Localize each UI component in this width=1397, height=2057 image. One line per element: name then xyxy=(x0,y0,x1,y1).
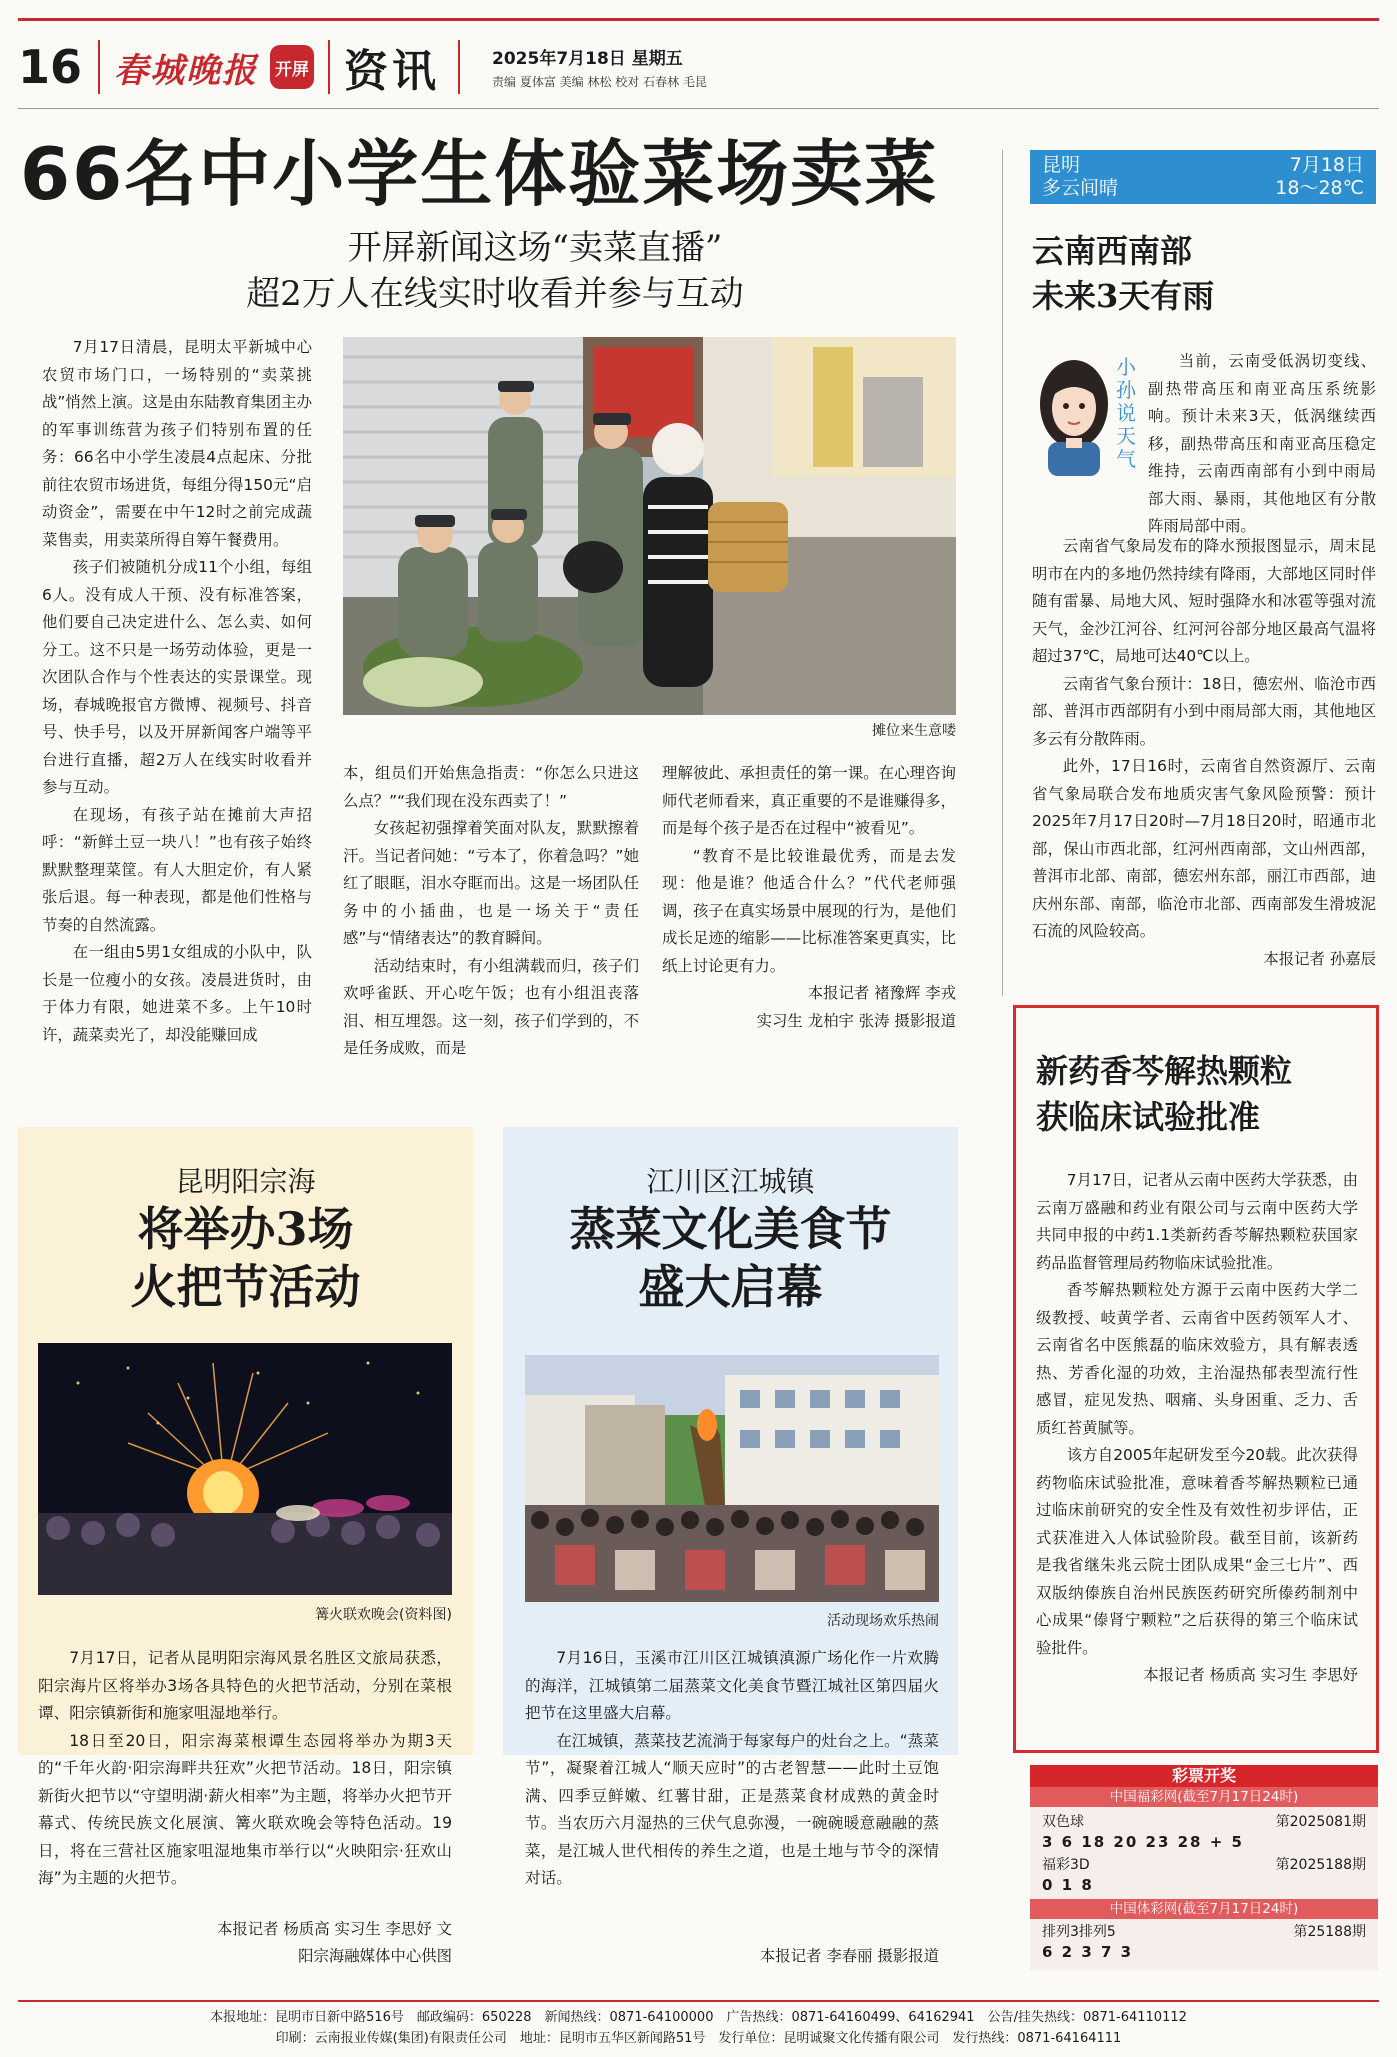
torch-title-2: 火把节活动 xyxy=(130,1260,361,1314)
footer-line-1: 本报地址：昆明市日新中路516号 邮政编码：650228 新闻热线：0871-64100000 广告热线：0871-64160499、64162941 公告/挂失热线：0871-64110112 xyxy=(210,2010,1187,2025)
pl-numbers: 6 2 3 7 3 xyxy=(1042,1943,1134,1961)
market-photo xyxy=(343,337,956,715)
masthead xyxy=(18,30,1379,104)
weather-temperature: 18～28℃ xyxy=(1275,177,1364,199)
sports-lottery-header: 中国体彩网(截至7月17日24时) xyxy=(1030,1899,1378,1919)
paragraph: 香芩解热颗粒处方源于云南中医药大学二级教授、岐黄学者、云南省中医药领军人才、云南省名中医熊磊的临床效验方，具有解表透热、芳香化湿的功效，主治湿热郁表型流行性感冒，症见发热、咽痛、头身困重、乏力、舌质红苔黄腻等。 xyxy=(1036,1281,1358,1437)
lead-headline: 66名中小学生体验菜场卖菜 xyxy=(20,132,939,216)
torch-title-1: 将举办3场 xyxy=(137,1202,354,1256)
medicine-title-2: 获临床试验批准 xyxy=(1036,1098,1261,1136)
weather-title-1: 云南西南部 xyxy=(1032,232,1193,270)
medicine-body xyxy=(1036,1167,1358,1690)
lead-column-2 xyxy=(343,760,639,1063)
masthead-divider xyxy=(98,40,100,94)
page-number: 16 xyxy=(18,40,83,94)
weather-paragraph-1 xyxy=(1148,348,1376,541)
festival-crowd-photo xyxy=(525,1355,939,1602)
pl-name: 排列3排列5 xyxy=(1042,1924,1116,1940)
paragraph: 该方自2005年起研发至今20载。此次获得药物临床试验批准，意味着香芩解热颗粒已通过临床前研究的安全性及有效性初步评估，正式获准进入人体试验阶段。截至目前，该新药是我省继朱兆云院士团队成果“金三七片”、西双版纳傣族自治州民族医药研究所傣药制剂中心成果“傣肾宁颗粒”之后获得的第三个临床试验批件。 xyxy=(1036,1446,1358,1657)
paragraph: 孩子们被随机分成11个小组，每组6人。没有成人干预、没有标准答案，他们要自己决定进什么、怎么卖、如何分工。这不只是一场劳动体验，更是一次团队合作与个性表达的实景课堂。现场，春城晚报官方微博、视频号、抖音号、快手号，以及开屏新闻客户端等平台进行直播，超2万人在线实时收看并参与互动。 xyxy=(42,558,312,796)
steamed-kicker: 江川区江城镇 xyxy=(646,1165,815,1198)
ssq-issue: 第2025081期 xyxy=(1275,1814,1366,1830)
steamed-title-1: 蒸菜文化美食节 xyxy=(569,1202,892,1256)
kaiping-app-badge: 开屏 xyxy=(270,45,314,89)
paragraph: 在一组由5男1女组成的小队中，队长是一位瘦小的女孩。凌晨进货时，由于体力有限，她进菜不多。上午10时许，蔬菜卖光了，却没能赚回成 xyxy=(42,943,312,1044)
steamed-body xyxy=(525,1645,939,1893)
paragraph: 此外，17日16时，云南省自然资源厅、云南省气象局联合发布地质灾害气象风险预警：预计2025年7月17日20时—7月18日20时，昭通市北部，保山市西北部，红河州西南部，文山州西部，普洱市北部、南部，德宏州东部，丽江市西部，迪庆州东部、南部，临沧市北部、西南部发生滑坡泥石流的风险较高。 xyxy=(1032,757,1376,940)
bonfire-photo xyxy=(38,1343,452,1595)
medicine-byline: 本报记者 杨质高 实习生 李思妤 xyxy=(1143,1666,1358,1684)
paragraph: 本，组员们开始焦急指责：“你怎么只进这么点？”“我们现在没东西卖了！” xyxy=(343,764,639,810)
paragraph: 7月17日清晨，昆明太平新城中心农贸市场门口，一场特别的“卖菜挑战”悄然上演。这是由东陆教育集团主办的军事训练营为孩子们特别布置的任务：66名中小学生凌晨4点起床、分批前往农贸市场进货，每组分得150元“启动资金”，需要在中午12时之前完成蔬菜售卖，用卖菜所得自筹午餐费用。 xyxy=(42,338,312,549)
weather-presenter-avatar xyxy=(1034,356,1114,476)
bonfire-photo-caption: 篝火联欢晚会(资料图) xyxy=(315,1607,452,1623)
lottery-title: 彩票开奖 xyxy=(1030,1765,1378,1787)
fc3d-numbers: 0 1 8 xyxy=(1042,1876,1094,1894)
steamed-title-2: 盛大启幕 xyxy=(638,1260,823,1314)
weather-title-2: 未来3天有雨 xyxy=(1032,277,1215,315)
newspaper-logo: 春城晚报 xyxy=(114,50,258,91)
lead-subhead-1: 开屏新闻这场“卖菜直播” xyxy=(347,228,723,268)
paragraph: 活动结束时，有小组满载而归，孩子们欢呼雀跃、开心吃午饭；也有小组沮丧落泪、相互埋怨。这一刻，孩子们学到的，不是任务成败，而是 xyxy=(343,956,639,1057)
top-rule xyxy=(18,18,1379,21)
paragraph: 7月17日，记者从云南中医药大学获悉，由云南万盛融和药业有限公司与云南中医药大学共同申报的中药1.1类新药香芩解热颗粒获国家药品监督管理局药物临床试验批准。 xyxy=(1036,1171,1358,1272)
lead-subhead-2: 超2万人在线实时收看并参与互动 xyxy=(246,274,744,314)
paragraph: “教育不是比较谁最优秀，而是去发现：他是谁？他适合什么？”代代老师强调，孩子在真实场景中展现的行为，是他们成长足迹的缩影——比标准答案更真实，比纸上讨论更有力。 xyxy=(662,846,956,975)
medicine-title-1: 新药香芩解热颗粒 xyxy=(1036,1052,1293,1090)
paragraph: 在现场，有孩子站在摊前大声招呼：“新鲜土豆一块八！”也有孩子始终默默整理菜筐。有人大胆定价，有人紧张后退。每一种表现，都是他们性格与节奏的自然流露。 xyxy=(42,805,312,934)
section-name: 资讯 xyxy=(344,46,440,97)
festival-crowd-photo-illustration xyxy=(525,1355,939,1602)
masthead-divider xyxy=(328,40,330,94)
lead-byline-2: 实习生 龙柏宇 张涛 摄影报道 xyxy=(756,1011,956,1030)
issue-info xyxy=(492,44,707,90)
welfare-lottery-header: 中国福彩网(截至7月17日24时) xyxy=(1030,1787,1378,1807)
issue-date: 2025年7月18日 星期五 xyxy=(492,49,683,69)
market-photo-caption: 摊位来生意喽 xyxy=(872,723,956,739)
masthead-divider xyxy=(458,40,460,94)
bonfire-photo-illustration xyxy=(38,1343,452,1595)
weather-date: 7月18日 xyxy=(1289,154,1364,176)
fc3d-issue: 第2025188期 xyxy=(1275,1857,1366,1873)
lead-column-3 xyxy=(662,760,956,1035)
torch-byline-1: 本报记者 杨质高 实习生 李思妤 文 xyxy=(216,1920,452,1938)
paragraph: 理解彼此、承担责任的第一课。在心理咨询师代老师看来，真正重要的不是谁赚得多，而是每个孩子是否在过程中“被看见”。 xyxy=(662,764,956,837)
paragraph: 7月17日，记者从昆明阳宗海风景名胜区文旅局获悉，阳宗海片区将举办3场各具特色的火把节活动，分别在菜根谭、阳宗镇新街和施家咀湿地举行。 xyxy=(38,1649,452,1722)
paragraph: 云南省气象局发布的降水预报图显示，周末昆明市在内的多地仍然持续有降雨，大部地区同时伴随有雷暴、局地大风、短时强降水和冰雹等强对流天气，金沙江河谷、红河河谷部分地区最高气温将超过37℃，局地可达40℃以上。 xyxy=(1032,537,1376,665)
lead-column-1 xyxy=(42,334,312,1049)
weather-byline: 本报记者 孙嘉辰 xyxy=(1263,949,1376,968)
paragraph: 当前，云南受低涡切变线、副热带高压和南亚高压系统影响。预计未来3天，低涡继续西移，副热带高压和南亚高压稳定维持，云南西南部有小到中雨局部大雨、暴雨，其他地区有分散阵雨局部中雨。 xyxy=(1148,352,1376,535)
lead-byline-1: 本报记者 褚豫辉 李戎 xyxy=(807,984,956,1002)
weather-body xyxy=(1032,533,1376,973)
ssq-numbers: 3 6 18 20 23 28 + 5 xyxy=(1042,1833,1244,1851)
column-divider xyxy=(1002,150,1003,996)
editor-credits: 责编 夏体富 美编 林松 校对 石春林 毛昆 xyxy=(492,75,707,89)
paragraph: 云南省气象台预计：18日，德宏州、临沧市西部、普洱市西部阴有小到中雨局部大雨，其他地区多云有分散阵雨。 xyxy=(1032,674,1376,748)
market-photo-illustration xyxy=(343,337,956,715)
paragraph: 在江城镇，蒸菜技艺流淌于每家每户的灶台之上。“蒸菜节”，凝聚着江城人“顺天应时”的古老智慧——此时土豆饱满、四季豆鲜嫩、红薯甘甜，正是蒸菜食材成熟的黄金时节。当农历六月湿热的三伏气息弥漫，一碗碗暖意融融的蒸菜，是江城人世代相传的养生之道，也是土地与节令的深情对话。 xyxy=(525,1731,939,1887)
footer-rule xyxy=(18,2000,1379,2002)
weather-banner xyxy=(1030,150,1376,204)
steamed-byline: 本报记者 李春丽 摄影报道 xyxy=(759,1947,939,1965)
festival-photo-caption: 活动现场欢乐热闹 xyxy=(827,1613,939,1629)
footer-line-2: 印刷：云南报业传媒(集团)有限责任公司 地址：昆明市五华区新闻路51号 发行单位：昆明诚聚文化传播有限公司 发行热线：0871-64164111 xyxy=(275,2031,1122,2046)
weather-column-label: 小孙说天气 xyxy=(1116,355,1136,471)
torch-kicker: 昆明阳宗海 xyxy=(175,1165,316,1198)
masthead-underline xyxy=(18,108,1379,109)
paragraph: 女孩起初强撑着笑面对队友，默默擦着汗。当记者问她：“亏本了，你着急吗？”她红了眼眶，泪水夺眶而出。这是一场团队任务中的小插曲，也是一场关于“责任感”与“情绪表达”的教育瞬间。 xyxy=(343,819,639,947)
fc3d-name: 福彩3D xyxy=(1042,1857,1090,1873)
torch-byline-2: 阳宗海融媒体中心供图 xyxy=(298,1947,452,1965)
paragraph: 18日至20日，阳宗海菜根谭生态园将举办为期3天的“千年火韵·阳宗海畔共狂欢”火把节活动。18日，阳宗镇新街火把节以“守望明湖·薪火相率”为主题，将举办火把节开幕式、传统民族文化展演、篝火联欢晚会等特色活动。19日，将在三营社区施家咀湿地集市举行以“火映阳宗·狂欢山海”为主题的火把节。 xyxy=(38,1731,452,1887)
ssq-name: 双色球 xyxy=(1042,1814,1084,1830)
weather-city: 昆明 xyxy=(1042,154,1081,176)
lottery-results xyxy=(1030,1765,1378,1970)
pl-issue: 第25188期 xyxy=(1293,1924,1366,1940)
paragraph: 7月16日，玉溪市江川区江城镇滇源广场化作一片欢腾的海洋，江城镇第二届蒸菜文化美食节暨江城社区第四届火把节在这里盛大启幕。 xyxy=(525,1649,939,1722)
weather-condition: 多云间晴 xyxy=(1042,177,1119,199)
torch-body xyxy=(38,1645,452,1893)
